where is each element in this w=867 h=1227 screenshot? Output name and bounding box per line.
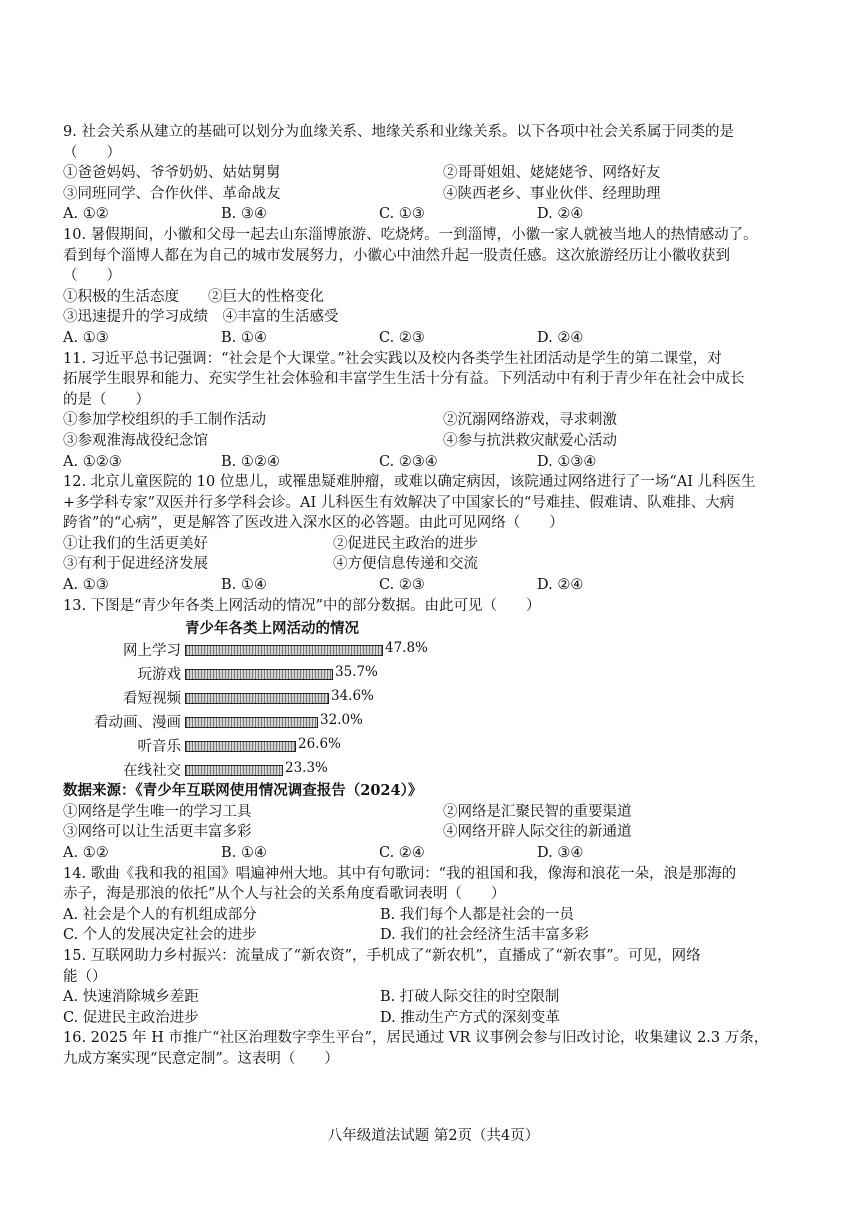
q12-options-row1 <box>63 534 813 555</box>
q14-stem-1: 14. 歌曲《我和我的祖国》唱遍神州大地。其中有句歌词：“我的祖国和我，像海和浪花一朵，浪是那海的 <box>63 865 737 882</box>
q10-choice-c: C. ②③ <box>379 329 425 346</box>
q12-option-3: ③有利于促进经济发展 <box>63 556 208 573</box>
q14-choice-b: B. 我们每个人都是社会的一员 <box>380 906 574 923</box>
q9-choice-a: A. ①② <box>63 206 109 223</box>
q13-choice-b: B. ①④ <box>221 845 267 862</box>
chart-bar <box>185 669 333 680</box>
q10-choice-b: B. ①④ <box>221 329 267 346</box>
chart-value-label: 23.3% <box>285 760 328 777</box>
q12-choice-d: D. ②④ <box>537 577 584 594</box>
q10-choices <box>63 328 813 349</box>
chart-value-label: 34.6% <box>331 688 374 705</box>
q14-choice-a: A. 社会是个人的有机组成部分 <box>63 906 257 923</box>
chart-value-label: 47.8% <box>385 640 428 657</box>
q14-choice-c: C. 个人的发展决定社会的进步 <box>63 927 257 944</box>
q11-options-row1 <box>63 410 813 431</box>
q9-paren: （ ） <box>63 144 121 161</box>
page-footer: 八年级道法试题 第2页（共4页） <box>327 1128 540 1144</box>
data-source: 数据来源：《青少年互联网使用情况调查报告（2024）》 <box>63 782 423 800</box>
chart-value-label: 32.0% <box>320 712 363 729</box>
q10-options-row2: ③迅速提升的学习成绩 ④丰富的生活感受 <box>63 309 339 326</box>
q14-choices-row1 <box>63 905 813 926</box>
q12-choices <box>63 575 813 596</box>
q10-stem-2: 看到每个淄博人都在为自己的城市发展努力，小徽心中油然升起一股责任感。这次旅游经历让小徽收获到 <box>63 247 730 264</box>
q13-options-row2 <box>63 822 813 843</box>
q11-choice-d: D. ①③④ <box>537 453 597 470</box>
q15-stem-1: 15. 互联网助力乡村振兴：流量成了“新农资”，手机成了“新农机”，直播成了“新农事”。可见，网络 <box>63 948 701 964</box>
chart-bar <box>185 741 296 752</box>
q13-option-1: ①网络是学生唯一的学习工具 <box>63 803 252 820</box>
q13-choice-c: C. ②④ <box>379 845 425 862</box>
q12-choice-c: C. ②③ <box>379 577 425 594</box>
q13-choices <box>63 843 813 864</box>
chart-title: 青少年各类上网活动的情况 <box>185 620 359 638</box>
q13-option-3: ③网络可以让生活更丰富多彩 <box>63 824 252 841</box>
q11-option-2: ②沉溺网络游戏，寻求刺激 <box>443 412 617 429</box>
exam-page <box>63 122 813 1070</box>
q12-option-4: ④方便信息传递和交流 <box>333 556 478 573</box>
chart-category-label: 看短视频 <box>123 691 181 708</box>
q12-option-2: ②促进民主政治的进步 <box>333 535 478 552</box>
bar-chart <box>63 617 813 781</box>
q11-choice-b: B. ①②④ <box>221 453 280 470</box>
q9-option-1: ①爸爸妈妈、爷爷奶奶、姑姑舅舅 <box>63 165 281 182</box>
q9-stem: 9. 社会关系从建立的基础可以划分为血缘关系、地缘关系和业缘关系。以下各项中社会关系属于同类的是 <box>63 124 734 140</box>
q10-choice-d: D. ②④ <box>537 329 584 346</box>
q12-option-1: ①让我们的生活更美好 <box>63 535 208 552</box>
q10-stem-1: 10. 暑假期间，小徽和父母一起去山东淄博旅游、吃烧烤。一到淄博，小徽一家人就被当地人的热情感动了。 <box>63 226 758 243</box>
q9-options-row1 <box>63 163 813 184</box>
q16-stem-1: 16. 2025 年 H 市推广“社区治理数字孪生平台”，居民通过 VR 议事例会参与旧改讨论，收集建议 2.3 万条， <box>63 1030 769 1047</box>
q11-choice-c: C. ②③④ <box>379 453 438 470</box>
q12-stem-2: +多学科专家”双医并行多学科会诊。AI 儿科医生有效解决了中国家长的“号难挂、假难请、队难排、大病 <box>63 494 735 511</box>
q13-choice-d: D. ③④ <box>537 845 584 862</box>
q13-options-row1 <box>63 802 813 823</box>
q15-choices-row1 <box>63 987 813 1008</box>
q9-choice-d: D. ②④ <box>537 206 584 223</box>
q9-choice-c: C. ①③ <box>379 206 425 223</box>
q10-options-row1: ①积极的生活态度 ②巨大的性格变化 <box>63 288 324 305</box>
q15-choice-a: A. 快速消除城乡差距 <box>63 989 199 1006</box>
q14-stem-2: 赤子，海是那浪的依托”从个人与社会的关系角度看歌词表明（ ） <box>63 886 506 903</box>
q9-options-row2 <box>63 184 813 205</box>
chart-bar <box>185 645 383 656</box>
q11-choice-a: A. ①②③ <box>63 453 122 470</box>
q10-paren: （ ） <box>63 268 121 285</box>
q9-option-4: ④陕西老乡、事业伙伴、经理助理 <box>443 185 661 202</box>
q12-choice-a: A. ①③ <box>63 577 109 594</box>
q9-choices <box>63 204 813 225</box>
q12-stem-3: 跨省”的“心病”，更是解答了医改进入深水区的必答题。由此可见网络（ ） <box>63 515 564 532</box>
chart-category-label: 看动画、漫画 <box>94 715 181 732</box>
q12-stem-1: 12. 北京儿童医院的 10 位患儿，或罹患疑难肿瘤，或难以确定病因，该院通过网络进行了一场“AI 儿科医生 <box>63 474 756 491</box>
q13-option-4: ④网络开辟人际交往的新通道 <box>443 824 632 841</box>
q15-stem-2: 能（） <box>63 968 107 985</box>
q14-choices-row2 <box>63 925 813 946</box>
q9-option-2: ②哥哥姐姐、姥姥姥爷、网络好友 <box>443 165 661 182</box>
chart-bar <box>185 693 329 704</box>
q10-choice-a: A. ①③ <box>63 329 109 346</box>
q15-choice-c: C. 促进民主政治进步 <box>63 1009 199 1026</box>
q11-stem-3: 的是（ ） <box>63 391 150 408</box>
chart-category-label: 听音乐 <box>137 739 181 756</box>
q11-option-4: ④参与抗洪救灾献爱心活动 <box>443 432 617 449</box>
q9-option-3: ③同班同学、合作伙伴、革命战友 <box>63 185 281 202</box>
q9-choice-b: B. ③④ <box>221 206 267 223</box>
q11-options-row2 <box>63 431 813 452</box>
q11-stem-1: 11. 习近平总书记强调：“社会是个大课堂。”社会实践以及校内各类学生社团活动是学生的第二课堂，对 <box>63 350 722 367</box>
q11-option-3: ③参观淮海战役纪念馆 <box>63 432 208 449</box>
q13-choice-a: A. ①② <box>63 845 109 862</box>
chart-category-label: 在线社交 <box>123 763 181 780</box>
q12-choice-b: B. ①④ <box>221 577 267 594</box>
q11-option-1: ①参加学校组织的手工制作活动 <box>63 412 266 429</box>
q13-stem: 13. 下图是“青少年各类上网活动的情况”中的部分数据。由此可见（ ） <box>63 597 541 614</box>
chart-category-label: 玩游戏 <box>137 667 181 684</box>
chart-bar <box>185 765 283 776</box>
q14-choice-d: D. 我们的社会经济生活丰富多彩 <box>380 927 589 944</box>
q11-stem-2: 拓展学生眼界和能力、充实学生社会体验和丰富学生生活十分有益。下列活动中有利于青少年在社会中成长 <box>63 371 745 388</box>
q16-stem-2: 九成方案实现“民意定制”。这表明（ ） <box>63 1050 339 1067</box>
chart-bar <box>185 717 318 728</box>
q15-choice-d: D. 推动生产方式的深刻变革 <box>380 1009 560 1026</box>
chart-value-label: 35.7% <box>335 664 378 681</box>
q12-options-row2 <box>63 554 813 575</box>
chart-value-label: 26.6% <box>298 736 341 753</box>
q13-option-2: ②网络是汇聚民智的重要渠道 <box>443 803 632 820</box>
q15-choice-b: B. 打破人际交往的时空限制 <box>380 989 560 1006</box>
chart-category-label: 网上学习 <box>123 643 181 660</box>
q11-choices <box>63 452 813 473</box>
q15-choices-row2 <box>63 1008 813 1029</box>
